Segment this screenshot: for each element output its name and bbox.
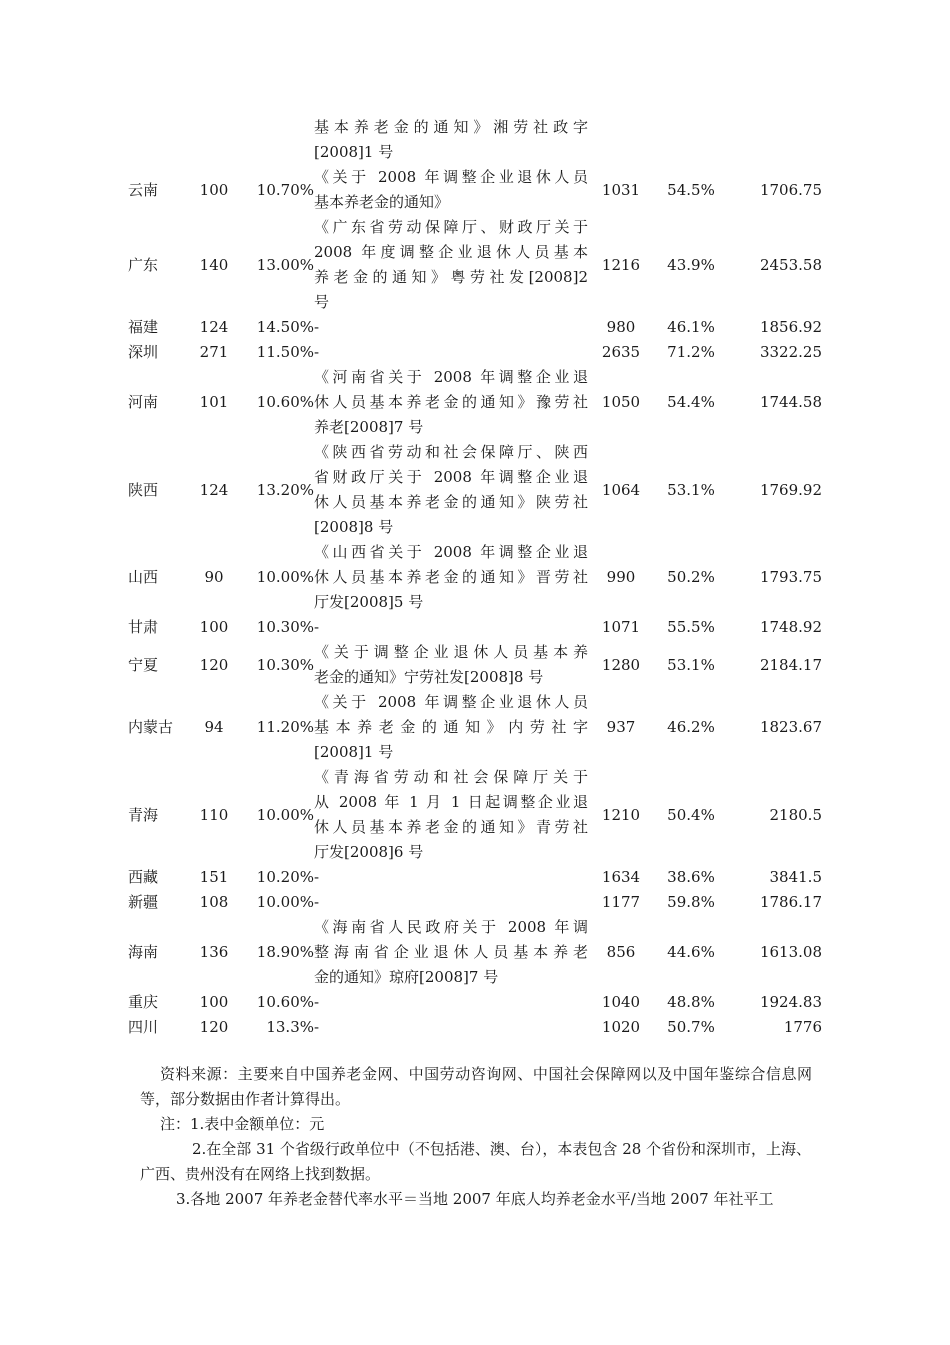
avg-wage-cell: 1748.92	[759, 618, 822, 636]
province-cell: 河南	[128, 393, 159, 411]
increase-amount-cell: 271	[199, 343, 229, 361]
province-cell: 福建	[128, 318, 159, 336]
increase-rate-cell: 13.00%	[256, 255, 314, 274]
policy-document-line: 号	[314, 293, 330, 311]
increase-rate-cell: 10.70%	[256, 180, 314, 199]
increase-rate-cell: 10.30%	[256, 655, 314, 674]
increase-rate-cell: 10.20%	[256, 868, 314, 886]
avg-wage-cell: 3322.25	[759, 343, 822, 361]
avg-wage-cell: 1706.75	[759, 180, 822, 199]
avg-pension-cell: 1216	[601, 255, 641, 274]
policy-document-line: [2008]8 号	[314, 518, 394, 536]
policy-document-cell	[314, 915, 588, 990]
province-cell: 重庆	[128, 993, 159, 1011]
province-cell: 深圳	[128, 343, 159, 361]
replacement-rate-cell: 53.1%	[667, 480, 715, 499]
policy-document-cell	[314, 165, 588, 215]
policy-document-cell	[314, 540, 588, 615]
avg-wage-cell: 1793.75	[759, 568, 822, 586]
avg-wage-cell: 1924.83	[759, 993, 822, 1011]
avg-wage-cell: 1769.92	[759, 480, 822, 499]
avg-wage-cell: 2453.58	[759, 255, 822, 274]
replacement-rate-cell: 46.2%	[667, 718, 715, 736]
increase-amount-cell: 140	[199, 255, 229, 274]
replacement-rate-cell: 50.7%	[667, 1018, 715, 1036]
policy-document-line: 休人员基本养老金的通知》晋劳社	[314, 568, 588, 586]
increase-amount-cell: 120	[199, 1018, 229, 1036]
avg-wage-cell: 1786.17	[759, 893, 822, 911]
province-cell: 新疆	[128, 893, 159, 911]
avg-pension-cell: 1064	[601, 480, 641, 499]
replacement-rate-cell: 38.6%	[667, 868, 715, 886]
avg-pension-cell: 1020	[601, 1018, 641, 1036]
avg-wage-cell: 2184.17	[759, 655, 822, 674]
province-cell: 广东	[128, 255, 159, 274]
policy-document-cell	[314, 365, 588, 440]
avg-wage-cell: 2180.5	[769, 805, 822, 824]
avg-wage-cell: 1856.92	[759, 318, 822, 336]
policy-document-line: 金的通知》琼府[2008]7 号	[314, 968, 499, 986]
avg-wage-cell: 3841.5	[769, 868, 822, 886]
pension-table-body	[128, 115, 822, 1040]
avg-pension-cell: 990	[606, 568, 636, 586]
policy-document-cell	[314, 215, 588, 315]
policy-document-cell	[314, 765, 588, 865]
policy-document-line: 休人员基本养老金的通知》青劳社	[314, 818, 588, 836]
avg-wage-cell: 1613.08	[759, 943, 822, 961]
table-row	[128, 690, 822, 765]
table-row	[128, 1015, 822, 1040]
policy-document-cell	[314, 440, 588, 540]
replacement-rate-cell: 54.5%	[667, 180, 715, 199]
note-replacement-formula: 3.各地 2007 年养老金替代率水平＝当地 2007 年底人均养老金水平/当地 2007 年社平工	[176, 1190, 774, 1208]
table-row	[128, 990, 822, 1015]
table-row	[128, 315, 822, 340]
avg-wage-cell: 1823.67	[759, 718, 822, 736]
increase-rate-cell: 14.50%	[256, 318, 314, 336]
province-cell: 西藏	[128, 868, 159, 886]
province-cell: 山西	[128, 568, 159, 586]
increase-amount-cell: 90	[204, 568, 224, 586]
province-cell: 海南	[128, 943, 159, 961]
increase-amount-cell: 100	[199, 618, 229, 636]
increase-amount-cell: 101	[199, 393, 229, 411]
policy-document-line: 基本养老金的通知》湘劳社政字	[314, 118, 588, 136]
avg-pension-cell: 1071	[601, 618, 641, 636]
policy-document-cell	[314, 865, 588, 890]
province-cell: 宁夏	[128, 655, 159, 674]
replacement-rate-cell: 59.8%	[667, 893, 715, 911]
policy-document-line: 休人员基本养老金的通知》豫劳社	[314, 393, 588, 411]
province-cell: 陕西	[128, 480, 159, 499]
avg-pension-cell: 937	[606, 718, 636, 736]
table-row	[128, 890, 822, 915]
increase-amount-cell: 136	[199, 943, 229, 961]
policy-document-line: 休人员基本养老金的通知》陕劳社	[314, 493, 588, 511]
policy-document-line: 2008 年度调整企业退休人员基本	[314, 243, 588, 261]
policy-document-line: 省财政厅关于 2008 年调整企业退	[314, 468, 588, 486]
avg-wage-cell	[728, 115, 822, 165]
increase-rate-cell: 11.50%	[256, 343, 314, 361]
policy-document-line: 养老金的通知》粤劳社发[2008]2	[314, 268, 588, 286]
province-cell: 四川	[128, 1018, 159, 1036]
province-cell: 云南	[128, 180, 159, 199]
province-cell: 甘肃	[128, 618, 159, 636]
policy-document-line: -	[314, 893, 320, 911]
note-coverage: 2.在全部 31 个省级行政单位中（不包括港、澳、台），本表包含 28 个省份和深圳市，上海、广西、贵州没有在网络上找到数据。	[140, 1140, 812, 1183]
policy-document-line: -	[314, 868, 320, 886]
policy-document-cell	[314, 990, 588, 1015]
increase-amount-cell: 120	[199, 655, 229, 674]
source-note: 资料来源：主要来自中国养老金网、中国劳动咨询网、中国社会保障网以及中国年鉴综合信息网等，部分数据由作者计算得出。	[140, 1065, 812, 1108]
replacement-rate-cell: 44.6%	[667, 943, 715, 961]
table-row	[128, 765, 822, 865]
avg-pension-cell: 1050	[601, 393, 641, 411]
increase-amount-cell: 94	[204, 718, 224, 736]
policy-document-line: -	[314, 618, 320, 636]
policy-document-line: 老金的通知》宁劳社发[2008]8 号	[314, 668, 544, 686]
table-row	[128, 540, 822, 615]
policy-document-line: -	[314, 318, 320, 336]
table-row	[128, 165, 822, 215]
increase-rate-cell	[242, 115, 314, 165]
table-row	[128, 340, 822, 365]
increase-rate-cell: 11.20%	[256, 718, 314, 736]
table-row	[128, 440, 822, 540]
increase-amount-cell	[186, 115, 242, 165]
policy-document-line: 《山西省关于 2008 年调整企业退	[314, 543, 588, 561]
table-row	[128, 865, 822, 890]
policy-document-cell	[314, 690, 588, 765]
avg-pension-cell: 856	[606, 943, 636, 961]
table-row	[128, 115, 822, 165]
increase-amount-cell: 110	[199, 805, 229, 824]
replacement-rate-cell: 53.1%	[667, 655, 715, 674]
policy-document-line: 基本养老金的通知》	[314, 193, 450, 211]
increase-rate-cell: 13.20%	[256, 480, 314, 499]
policy-document-line: 整海南省企业退休人员基本养老	[314, 943, 588, 961]
avg-wage-cell: 1744.58	[759, 393, 822, 411]
increase-amount-cell: 124	[199, 318, 229, 336]
policy-document-line: 从 2008 年 1 月 1 日起调整企业退	[314, 793, 588, 811]
increase-amount-cell: 151	[199, 868, 229, 886]
table-row	[128, 365, 822, 440]
policy-document-line: 《陕西省劳动和社会保障厅、陕西	[314, 443, 588, 461]
table-row	[128, 915, 822, 990]
increase-rate-cell: 10.60%	[256, 993, 314, 1011]
policy-document-cell	[314, 315, 588, 340]
policy-document-line: 厅发[2008]6 号	[314, 843, 424, 861]
policy-document-cell	[314, 1015, 588, 1040]
policy-document-line: -	[314, 1018, 320, 1036]
policy-document-cell	[314, 615, 588, 640]
replacement-rate-cell	[654, 115, 728, 165]
province-cell: 内蒙古	[128, 718, 174, 736]
avg-pension-cell: 1031	[601, 180, 641, 199]
replacement-rate-cell: 48.8%	[667, 993, 715, 1011]
increase-amount-cell: 100	[199, 180, 229, 199]
avg-wage-cell: 1776	[783, 1018, 822, 1036]
policy-document-line: [2008]1 号	[314, 743, 394, 761]
avg-pension-cell: 1177	[601, 893, 641, 911]
increase-amount-cell: 100	[199, 993, 229, 1011]
policy-document-line: 《河南省关于 2008 年调整企业退	[314, 368, 588, 386]
increase-rate-cell: 10.00%	[256, 568, 314, 586]
replacement-rate-cell: 55.5%	[667, 618, 715, 636]
avg-pension-cell: 1634	[601, 868, 641, 886]
avg-pension-cell: 2635	[601, 343, 641, 361]
increase-amount-cell: 124	[199, 480, 229, 499]
policy-document-line: -	[314, 343, 320, 361]
replacement-rate-cell: 50.2%	[667, 568, 715, 586]
table-row	[128, 215, 822, 315]
policy-document-line: 《关于调整企业退休人员基本养	[314, 643, 588, 661]
policy-document-line: 基本养老金的通知》内劳社字	[314, 718, 588, 736]
increase-rate-cell: 10.30%	[256, 618, 314, 636]
increase-rate-cell: 13.3%	[266, 1018, 314, 1036]
policy-document-line: 《青海省劳动和社会保障厅关于	[314, 768, 588, 786]
avg-pension-cell: 980	[606, 318, 636, 336]
policy-document-cell	[314, 115, 588, 165]
province-cell: 青海	[128, 805, 159, 824]
province-cell	[128, 115, 186, 165]
replacement-rate-cell: 50.4%	[667, 805, 715, 824]
replacement-rate-cell: 54.4%	[667, 393, 715, 411]
increase-rate-cell: 10.00%	[256, 805, 314, 824]
avg-pension-cell: 1210	[601, 805, 641, 824]
table-row	[128, 640, 822, 690]
avg-pension-cell	[588, 115, 654, 165]
policy-document-cell	[314, 340, 588, 365]
policy-document-line: 《海南省人民政府关于 2008 年调	[314, 918, 588, 936]
avg-pension-cell: 1040	[601, 993, 641, 1011]
policy-document-line: 《广东省劳动保障厅、财政厅关于	[314, 218, 588, 236]
increase-rate-cell: 18.90%	[256, 943, 314, 961]
increase-amount-cell: 108	[199, 893, 229, 911]
policy-document-line: 《关于 2008 年调整企业退休人员	[314, 693, 588, 711]
policy-document-line: 厅发[2008]5 号	[314, 593, 424, 611]
notes-section	[140, 1062, 812, 1212]
policy-document-line: 《关于 2008 年调整企业退休人员	[314, 168, 588, 186]
note-unit: 注：1.表中金额单位：元	[160, 1115, 325, 1133]
policy-document-line: [2008]1 号	[314, 143, 394, 161]
replacement-rate-cell: 43.9%	[667, 255, 715, 274]
increase-rate-cell: 10.00%	[256, 893, 314, 911]
policy-document-line: 养老[2008]7 号	[314, 418, 424, 436]
table-row	[128, 615, 822, 640]
policy-document-line: -	[314, 993, 320, 1011]
replacement-rate-cell: 46.1%	[667, 318, 715, 336]
policy-document-cell	[314, 640, 588, 690]
pension-table	[128, 115, 822, 1040]
policy-document-cell	[314, 890, 588, 915]
replacement-rate-cell: 71.2%	[667, 343, 715, 361]
avg-pension-cell: 1280	[601, 655, 641, 674]
increase-rate-cell: 10.60%	[256, 393, 314, 411]
